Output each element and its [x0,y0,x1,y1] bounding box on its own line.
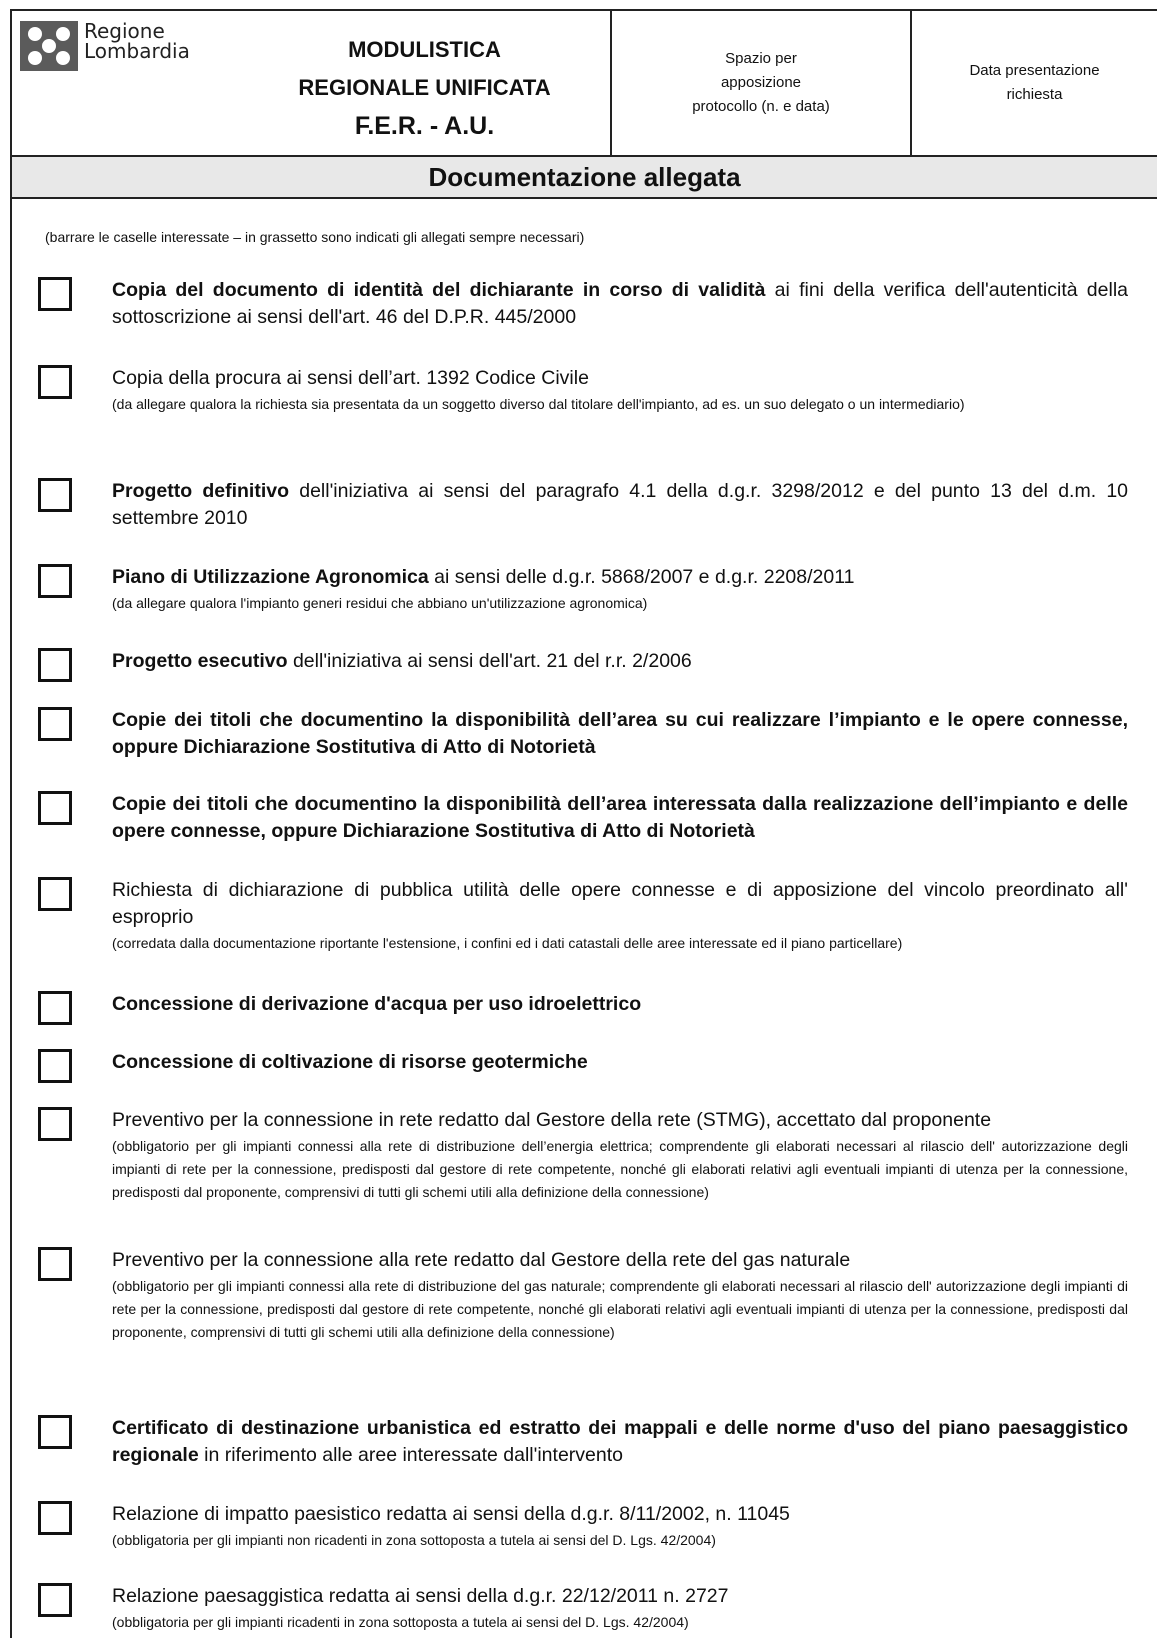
item-regular: Copia della procura ai sensi dell’art. 1392 Codice Civile [112,367,589,389]
title-line-3: F.E.R. - A.U. [354,112,495,140]
item-text [112,1501,1128,1552]
item-bold: Progetto definitivo [112,480,290,502]
checkbox[interactable] [38,991,72,1025]
checkbox[interactable] [38,1415,72,1449]
item-regular: Preventivo per la connessione in rete redatto dal Gestore della rete (STMG), accettato dal proponente [112,1109,992,1131]
checkbox[interactable] [38,478,72,512]
attachment-item [38,1049,1128,1076]
attachment-item [38,365,1128,416]
checkbox[interactable] [38,1247,72,1281]
item-bold: Concessione di coltivazione di risorse geotermiche [112,1051,588,1073]
attachment-item [38,1583,1128,1634]
item-text [112,877,1128,955]
attachment-item [38,1107,1128,1204]
item-regular: Preventivo per la connessione alla rete redatto dal Gestore della rete del gas naturale [112,1249,851,1271]
logo-line-1: Regione [84,19,165,43]
item-text [112,277,1128,331]
attachment-item [38,1247,1128,1344]
page-left-border [10,199,12,1638]
checkbox[interactable] [38,1583,72,1617]
item-text [112,1247,1128,1344]
item-text [112,1107,1128,1204]
attachment-item [38,277,1128,331]
item-text [112,991,1128,1018]
date-line-1: Data presentazione [969,62,1100,79]
checkbox[interactable] [38,877,72,911]
rosa-camuna-icon [20,21,78,71]
date-line-2: richiesta [1006,86,1063,103]
protocol-cell [612,11,912,155]
item-regular: dell'iniziativa ai sensi dell'art. 21 del r.r. 2/2006 [287,650,692,672]
protocol-line-3: protocollo (n. e data) [692,98,830,115]
title-line-1: MODULISTICA [348,37,501,62]
item-note: (corredata dalla documentazione riportante l'estensione, i confini ed i dati catastali delle aree interessate ed il piano particellare) [112,935,903,951]
item-note: (obbligatorio per gli impianti connessi alla rete di distribuzione del gas naturale; comprendente gli elaborati necessari al rilascio dell' autorizzazione degli impianti di rete per la connessione, predisposti dal gestore di rete competente, nonché gli elaborati relativi agli eventuali impianti di utenza per la connessione, predisposti dal proponente, comprensivi di tutti gli schemi utili alla definizione della connessione) [112,1278,1128,1340]
attachment-item [38,991,1128,1018]
item-regular: Relazione di impatto paesistico redatta ai sensi della d.g.r. 8/11/2002, n. 11045 [112,1503,790,1525]
date-cell [912,11,1157,155]
item-text [112,648,1128,675]
attachment-item [38,478,1128,532]
item-bold: Concessione di derivazione d'acqua per uso idroelettrico [112,993,642,1015]
item-regular: in riferimento alle aree interessate dall'intervento [198,1444,623,1466]
attachment-item [38,1415,1128,1469]
item-bold: Copie dei titoli che documentino la disponibilità dell’area interessata dalla realizzazione dell’impianto e delle opere connesse, oppure Dichiarazione Sostitutiva di Atto di Notorietà [112,793,1128,842]
attachment-item [38,877,1128,955]
checkbox[interactable] [38,564,72,598]
item-note: (obbligatoria per gli impianti ricadenti in zona sottoposta a tutela ai sensi del D. Lgs. 42/2004) [112,1614,689,1630]
item-text [112,1415,1128,1469]
attachment-item [38,791,1128,845]
instructions: (barrare le caselle interessate – in grassetto sono indicati gli allegati sempre necessari) [45,229,585,245]
item-regular: Richiesta di dichiarazione di pubblica utilità delle opere connesse e di apposizione del vincolo preordinato all' esproprio [112,879,1128,928]
item-bold: Certificato di destinazione urbanistica ed estratto dei mappali e delle norme d'uso del piano paesaggistico regionale [112,1417,1128,1466]
item-text [112,1049,1128,1076]
checkbox[interactable] [38,791,72,825]
item-regular: dell'iniziativa ai sensi del paragrafo 4.1 della d.g.r. 3298/2012 e del punto 13 del d.m. 10 settembre 2010 [112,480,1129,529]
checkbox[interactable] [38,707,72,741]
attachment-item [38,648,1128,675]
item-text [112,791,1128,845]
logo-text [84,21,190,61]
item-note: (obbligatorio per gli impianti connessi alla rete di distribuzione dell’energia elettrica; comprendente gli elaborati necessari al rilascio dell' autorizzazione degli impianti di rete per la connessione, predisposti dal gestore di rete competente, nonché gli elaborati relativi agli eventuali impianti di utenza per la connessione, predisposti dal proponente, comprensivi di tutti gli schemi utili alla definizione della connessione) [112,1138,1128,1200]
item-text [112,365,1128,416]
attachment-item [38,707,1128,761]
checkbox[interactable] [38,277,72,311]
item-note: (obbligatoria per gli impianti non ricadenti in zona sottoposta a tutela ai sensi del D. Lgs. 42/2004) [112,1532,716,1548]
item-text [112,707,1128,761]
title-cell [12,11,612,155]
item-bold: Copie dei titoli che documentino la disponibilità dell’area su cui realizzare l’impianto e le opere connesse, oppure Dichiarazione Sostitutiva di Atto di Notorietà [112,709,1128,758]
item-regular: ai fini della verifica dell'autenticità della sottoscrizione ai sensi dell'art. 46 del D.P.R. 445/2000 [112,279,1129,328]
item-regular: Relazione paesaggistica redatta ai sensi della d.g.r. 22/12/2011 n. 2727 [112,1585,729,1607]
attachment-item [38,564,1128,615]
item-note: (da allegare qualora la richiesta sia presentata da un soggetto diverso dal titolare dell'impianto, ad es. un suo delegato o un intermediario) [112,396,965,412]
form-title [257,31,592,145]
checkbox[interactable] [38,648,72,682]
item-bold: Copia del documento di identità del dichiarante in corso di validità [112,279,766,301]
form-header [10,9,1157,157]
item-bold: Progetto esecutivo [112,650,288,672]
checkbox[interactable] [38,1107,72,1141]
protocol-line-2: apposizione [720,74,802,91]
section-title: Documentazione allegata [10,157,1157,199]
protocol-line-1: Spazio per [725,50,797,67]
attachment-item [38,1501,1128,1552]
item-text [112,1583,1128,1634]
title-line-2: REGIONALE UNIFICATA [298,75,551,100]
checkbox[interactable] [38,365,72,399]
item-text [112,478,1128,532]
checkbox[interactable] [38,1501,72,1535]
logo-line-2: Lombardia [84,39,190,63]
checkbox[interactable] [38,1049,72,1083]
item-text [112,564,1128,615]
item-bold: Piano di Utilizzazione Agronomica [112,566,429,588]
item-regular: ai sensi delle d.g.r. 5868/2007 e d.g.r. 2208/2011 [428,566,855,588]
item-note: (da allegare qualora l'impianto generi residui che abbiano un'utilizzazione agronomica) [112,595,648,611]
region-logo [20,21,190,71]
